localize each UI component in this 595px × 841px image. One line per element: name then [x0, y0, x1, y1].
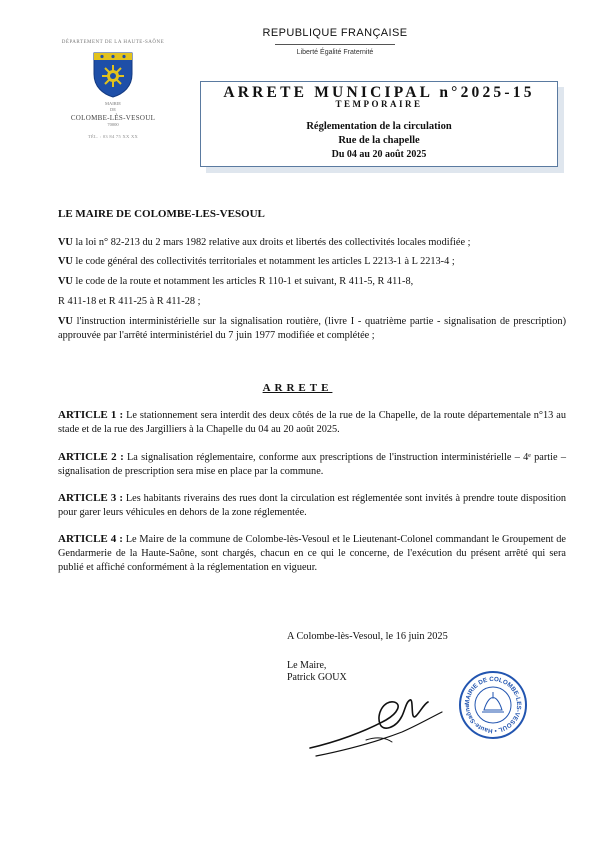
arrete-object-line-1: Réglementation de la circulation: [306, 121, 452, 132]
svg-text:MAIRIE DE COLOMBE-LES-VESOUL •: MAIRIE DE COLOMBE-LES-VESOUL • Haute-Saône: [463, 675, 523, 735]
commune-letterhead: [58, 40, 168, 139]
title-box-frame: [200, 81, 558, 167]
arrete-heading-text: ARRETE: [262, 382, 333, 394]
article-label: ARTICLE 4 :: [58, 533, 123, 545]
letterhead-de: DE: [110, 107, 116, 112]
vu-clause-text: le code de la route et notamment les articles R 110-1 et suivant, R 411-5, R 411-8,: [75, 276, 414, 287]
letterhead-mairie: MAIRIE: [105, 101, 121, 106]
mairie-stamp: [458, 670, 528, 740]
vu-clause-text: le code général des collectivités territoriales et notamment les articles L 2213-1 à L 2213-4 ;: [75, 256, 455, 267]
letterhead-departement: DÉPARTEMENT DE LA HAUTE-SAÔNE: [61, 40, 165, 45]
vu-keyword: VU: [58, 256, 73, 267]
article-text: Le stationnement sera interdit des deux côtés de la rue de la Chapelle, de la route départementale n°13 au stade et de la rue des Jargilliers à la Chapelle du 04 au 20 août 2025.: [58, 410, 566, 435]
arrete-type: TEMPORAIRE: [335, 99, 423, 109]
arrete-title-box: [200, 81, 564, 173]
article-3: [58, 491, 566, 520]
vu-keyword: VU: [58, 237, 73, 248]
vu-clause-1: [58, 236, 470, 250]
article-label: ARTICLE 2 :: [58, 451, 124, 463]
article-text: Les habitants riverains des rues dont la circulation est réglementée sont invités à prendre toute disposition pour garer leurs véhicules en dehors de la zone réglementée.: [58, 493, 566, 518]
arrete-heading: [0, 382, 595, 394]
article-text: La signalisation réglementaire, conforme aux prescriptions de l'instruction interministérielle – 4ᵉ partie – signalisation de prescription sera mise en place par la commune.: [58, 452, 566, 477]
republic-motto: Liberté Égalité Fraternité: [296, 49, 374, 56]
vu-clause-2: [58, 255, 455, 269]
signature-title: Le Maire,: [287, 660, 327, 671]
article-4: [58, 532, 566, 575]
vu-keyword: VU: [58, 276, 73, 287]
coat-of-arms-icon: [90, 50, 136, 98]
vu-clause-3: [58, 275, 413, 289]
letterhead-commune: COLOMBE-LÈS-VESOUL: [70, 114, 156, 122]
handwritten-signature: [306, 682, 446, 762]
letterhead-code: 70000: [107, 122, 119, 127]
signature-name: Patrick GOUX: [287, 672, 347, 683]
arrete-number-title: ARRETE MUNICIPAL n°2025-15: [223, 84, 535, 101]
mayor-heading: LE MAIRE DE COLOMBE-LES-VESOUL: [58, 208, 265, 220]
header-divider: [275, 44, 395, 45]
article-1: [58, 408, 566, 437]
vu-keyword: VU: [58, 316, 73, 327]
vu-clause-text: l'instruction interministérielle sur la signalisation routière, (livre I - quatrième partie - signalisation de prescription) approuvée par l'arrêté interministériel du 7 juin 1977 modifiée et complétée ;: [58, 316, 567, 341]
letterhead-tel: TÉL. : 03 84 75 XX XX: [87, 134, 139, 139]
article-2: [58, 450, 566, 479]
arrete-object-line-2: Rue de la chapelle: [338, 135, 420, 146]
article-label: ARTICLE 3 :: [58, 492, 124, 504]
article-text: Le Maire de la commune de Colombe-lès-Vesoul et le Lieutenant-Colonel commandant le Groupement de Gendarmerie de la Haute-Saône, sont chargés, chacun en ce qui le concerne, de l'exécution du présent arrêté qui sera publié et affiché conformément à la réglementation en vigueur.: [58, 534, 567, 573]
arrete-object-dates: Du 04 au 20 août 2025: [331, 149, 427, 160]
vu-clause-3-continued: R 411-18 et R 411-25 à R 411-28 ;: [58, 296, 201, 307]
signature-place-date: A Colombe-lès-Vesoul, le 16 juin 2025: [287, 631, 448, 642]
vu-clause-4: [58, 315, 566, 343]
republic-name: REPUBLIQUE FRANÇAISE: [262, 27, 408, 39]
republic-header: [250, 27, 420, 56]
vu-clause-text: la loi n° 82-213 du 2 mars 1982 relative aux droits et libertés des collectivités locales modifiée ;: [75, 237, 471, 248]
article-label: ARTICLE 1 :: [58, 409, 124, 421]
